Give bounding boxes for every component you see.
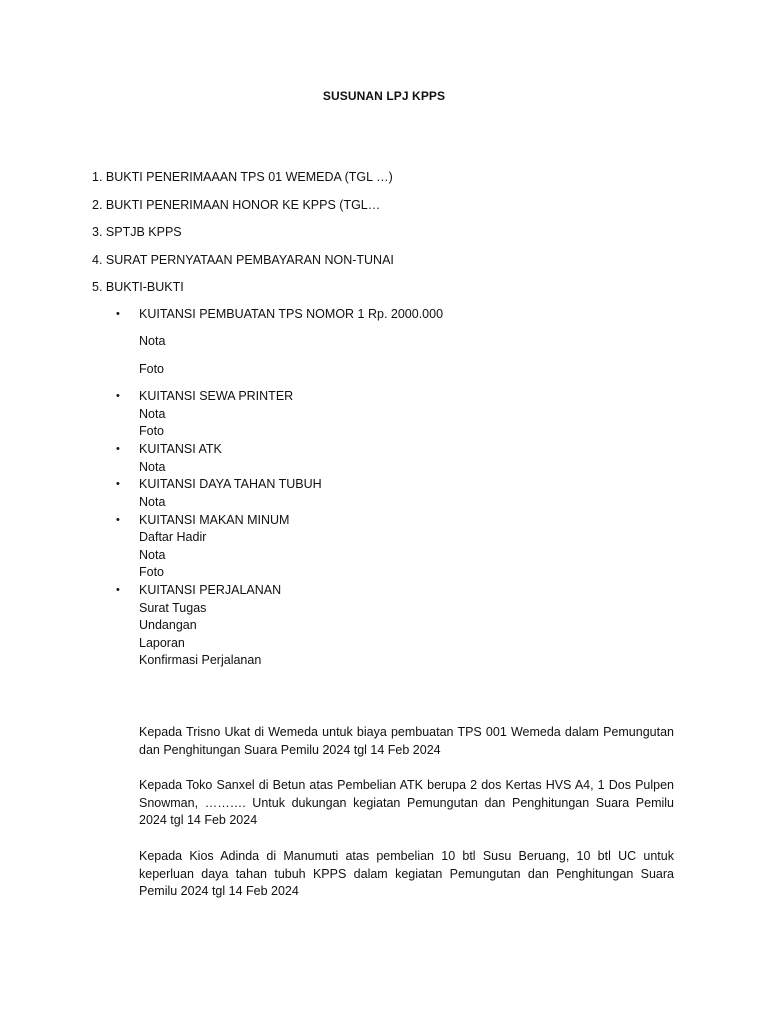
bukti-subitem: Foto bbox=[139, 424, 165, 438]
bullet-icon: • bbox=[116, 390, 120, 402]
bukti-subitem: Foto bbox=[139, 565, 165, 579]
document-title: SUSUNAN LPJ KPPS bbox=[322, 89, 446, 103]
paragraph-2: Kepada Toko Sanxel di Betun atas Pembelian ATK berupa 2 dos Kertas HVS A4, 1 Dos Pulpen Snowman, ………. Untuk dukungan kegiatan Pemungutan dan Penghitungan Suara Pemilu 2024 tgl 14 Feb 2024 bbox=[139, 778, 674, 828]
bukti-subitem: Foto bbox=[139, 362, 165, 376]
bukti-heading-5: KUITANSI MAKAN MINUM bbox=[139, 513, 290, 527]
bukti-subitem: Nota bbox=[139, 334, 166, 348]
bukti-subitem: Nota bbox=[139, 407, 166, 421]
numbered-item-2: 2. BUKTI PENERIMAAN HONOR KE KPPS (TGL… bbox=[92, 198, 381, 212]
bukti-heading-3: KUITANSI ATK bbox=[139, 442, 222, 456]
bukti-subitem: Nota bbox=[139, 548, 166, 562]
bukti-subitem: Konfirmasi Perjalanan bbox=[139, 653, 262, 667]
bullet-icon: • bbox=[116, 478, 120, 490]
bukti-heading-1: KUITANSI PEMBUATAN TPS NOMOR 1 Rp. 2000.000 bbox=[139, 307, 444, 321]
bukti-heading-2: KUITANSI SEWA PRINTER bbox=[139, 389, 294, 403]
bullet-icon: • bbox=[116, 514, 120, 526]
bukti-heading-4: KUITANSI DAYA TAHAN TUBUH bbox=[139, 477, 322, 491]
bullet-icon: • bbox=[116, 443, 120, 455]
bukti-subitem: Nota bbox=[139, 495, 166, 509]
bukti-heading-6: KUITANSI PERJALANAN bbox=[139, 583, 282, 597]
bukti-subitem: Undangan bbox=[139, 618, 197, 632]
numbered-item-1: 1. BUKTI PENERIMAAAN TPS 01 WEMEDA (TGL …) bbox=[92, 170, 393, 184]
bukti-subitem: Nota bbox=[139, 460, 166, 474]
paragraph-3: Kepada Kios Adinda di Manumuti atas pembelian 10 btl Susu Beruang, 10 btl UC untuk keperluan daya tahan tubuh KPPS dalam kegiatan Pemungutan dan Penghitungan Suara Pemilu 2024 tgl 14 Feb 2024 bbox=[139, 849, 674, 899]
bukti-subitem: Laporan bbox=[139, 636, 185, 650]
paragraph-1: Kepada Trisno Ukat di Wemeda untuk biaya pembuatan TPS 001 Wemeda dalam Pemungutan dan Penghitungan Suara Pemilu 2024 tgl 14 Feb 2024 bbox=[139, 725, 674, 757]
bullet-icon: • bbox=[116, 308, 120, 320]
numbered-item-5: 5. BUKTI-BUKTI bbox=[92, 280, 184, 294]
bukti-subitem: Surat Tugas bbox=[139, 601, 207, 615]
numbered-item-3: 3. SPTJB KPPS bbox=[92, 225, 182, 239]
bukti-subitem: Daftar Hadir bbox=[139, 530, 207, 544]
numbered-item-4: 4. SURAT PERNYATAAN PEMBAYARAN NON-TUNAI bbox=[92, 253, 394, 267]
bullet-icon: • bbox=[116, 584, 120, 596]
